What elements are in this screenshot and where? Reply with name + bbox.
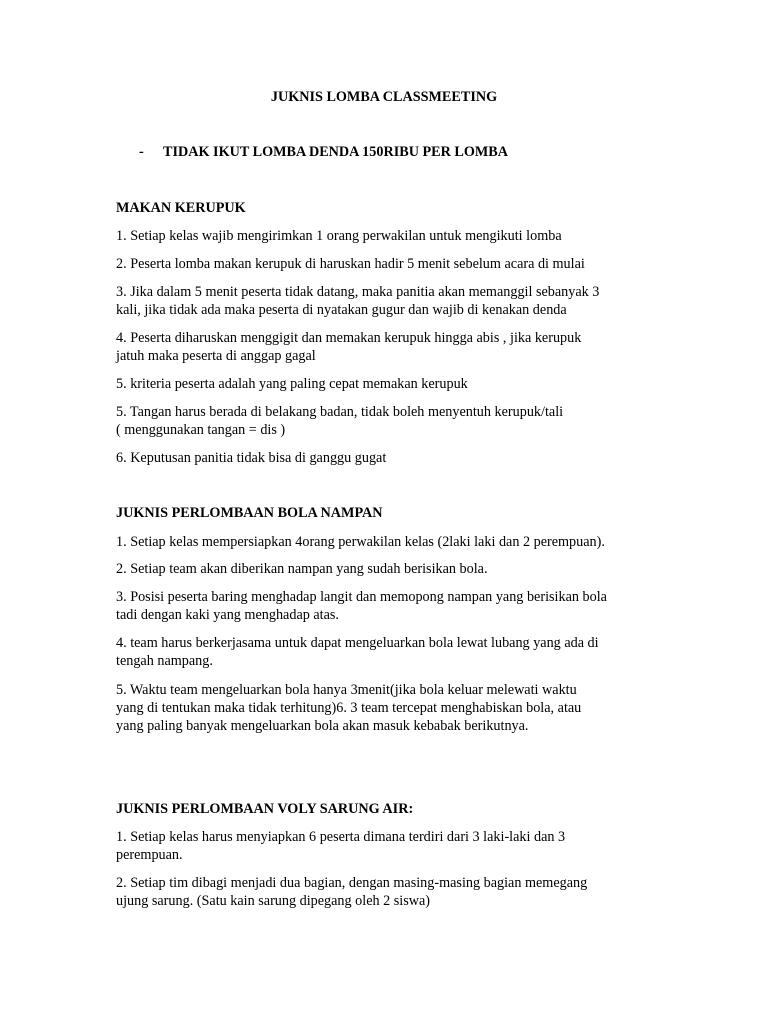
section-heading-bola-nampan: JUKNIS PERLOMBAAN BOLA NAMPAN [116, 505, 383, 521]
rule-item: 2. Setiap team akan diberikan nampan yang sudah berisikan bola. [116, 561, 488, 577]
note-text: TIDAK IKUT LOMBA DENDA 150RIBU PER LOMBA [163, 144, 509, 160]
rule-item: 1. Setiap kelas wajib mengirimkan 1 orang perwakilan untuk mengikuti lomba [116, 228, 562, 244]
rule-item: 4. Peserta diharuskan menggigit dan memakan kerupuk hingga abis , jika kerupuk jatuh maka peserta di anggap gagal [116, 330, 582, 364]
rule-item: 5. Tangan harus berada di belakang badan, tidak boleh menyentuh kerupuk/tali ( menggunakan tangan = dis ) [116, 404, 564, 438]
rule-item: 5. kriteria peserta adalah yang paling cepat memakan kerupuk [116, 376, 468, 392]
note-bullet: - [139, 144, 144, 160]
rule-item: 4. team harus berkerjasama untuk dapat mengeluarkan bola lewat lubang yang ada di tengah nampang. [116, 635, 599, 669]
section-heading-voly-sarung-air: JUKNIS PERLOMBAAN VOLY SARUNG AIR: [116, 801, 414, 817]
rule-item: 1. Setiap kelas mempersiapkan 4orang perwakilan kelas (2laki laki dan 2 perempuan). [116, 534, 605, 550]
penalty-note [139, 143, 508, 161]
rule-item: 3. Posisi peserta baring menghadap langit dan memopong nampan yang berisikan bola tadi dengan kaki yang menghadap atas. [116, 589, 607, 623]
rule-item: 5. Waktu team mengeluarkan bola hanya 3menit(jika bola keluar melewati waktu yang di tentukan maka tidak terhitung)6. 3 team tercepat menghabiskan bola, atau yang paling banyak mengeluarkan bola akan masuk kebabak berikutnya. [116, 682, 582, 734]
rule-item: 2. Setiap tim dibagi menjadi dua bagian, dengan masing-masing bagian memegang ujung sarung. (Satu kain sarung dipegang oleh 2 siswa) [116, 875, 588, 909]
rule-item: 1. Setiap kelas harus menyiapkan 6 peserta dimana terdiri dari 3 laki-laki dan 3 perempuan. [116, 829, 566, 863]
rule-item: 6. Keputusan panitia tidak bisa di ganggu gugat [116, 450, 387, 466]
rule-item: 3. Jika dalam 5 menit peserta tidak datang, maka panitia akan memanggil sebanyak 3 kali, jika tidak ada maka peserta di nyatakan gugur dan wajib di kenakan denda [116, 284, 600, 318]
section-heading-makan-kerupuk: MAKAN KERUPUK [116, 200, 246, 216]
rule-item: 2. Peserta lomba makan kerupuk di haruskan hadir 5 menit sebelum acara di mulai [116, 256, 585, 272]
document-title: JUKNIS LOMBA CLASSMEETING [270, 89, 498, 105]
